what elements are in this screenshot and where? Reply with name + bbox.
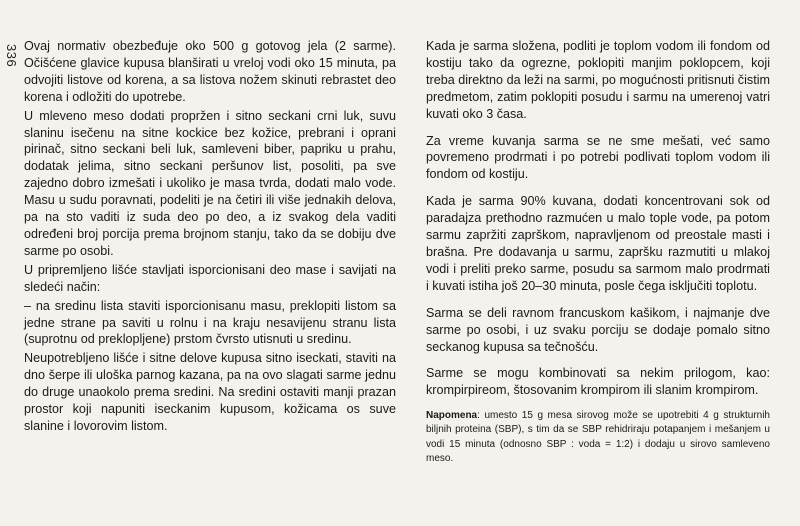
paragraph-filling: U mleveno meso dodati propržen i sitno seckani crni luk, suvu slaninu isečenu na sitne kockice bez kožice, prebrani i oprani pirinač, sitno seckani beli luk, samleveni biber, papriku u prahu, dodatak jelima, sitno seckani peršunov list, posoliti, pa sve zajedno dobro izmešati i ukoliko je masa tvrda, dodati malo vode. Masu u sudu poravnati, podeliti je na četiri ili više jednakih delova, pa na sto vaditi iz suda deo po deo, a iz svakog dela vaditi određeni broj porcija prema brojnom stanju, tako da se dobiju dve sarme po osobi. [24,108,396,258]
page-number: 336 [4,44,19,68]
note-label: Napomena [426,410,478,422]
paragraph-rolling-intro: U pripremljeno lišće stavljati isporcionisani deo mase i savijati na sledeći način: [24,262,396,294]
paragraph-no-stirring: Za vreme kuvanja sarma se ne sme mešati, već samo povremeno prodrmati i po potrebi podlivati toplom vodom ili fondom od kostiju. [426,133,770,182]
paragraph-cooking: Kada je sarma složena, podliti je toplom vodom ili fondom od kostiju tako da ogrezne, poklopiti manjim poklopcem, koji treba direktno da leži na sarmi, po mogućnosti pritisnuti čistim predmetom, zatim poklopiti posudu i sarmu na umerenoj vatri kuvati oko 3 časa. [426,39,770,121]
paragraph-arranging: Neupotrebljeno lišće i sitne delove kupusa sitno iseckati, staviti na dno šerpe ili uloška parnog kazana, pa na ovo slagati sarme jednu do druge unaokolo prema sredini. Na sredini ostaviti manji prazan prostor koji napuniti iseckanim kupusom, kožicama os suve slanine i lovorovim listom. [24,351,396,433]
left-column [24,38,396,437]
note [426,409,770,466]
paragraph-normative: Ovaj normativ obezbeđuje oko 500 g gotovog jela (2 sarme). Očišćene glavice kupusa blanširati u vreloj vodi oko 15 minuta, pa odvojiti listove od korena, a sa listova nožem skinuti rebrastet deo korena i odložiti do upotrebe. [24,39,396,104]
paragraph-side-dishes: Sarme se mogu kombinovati sa nekim prilogom, kao: krompirpireom, štosovanim krompirom ili slanim krompirom. [426,366,770,398]
paragraph-serving: Sarma se deli ravnom francuskom kašikom, i najmanje dve sarme po osobi, i uz svaku porciju se dodaje pomalo sitno seckanog kupusa sa tečnošću. [426,305,770,354]
paragraph-tomato-roux: Kada je sarma 90% kuvana, dodati koncentrovani sok od paradajza prethodno razmućen u malo tople vode, pa potom sarmu zapržiti zaprškom, napravljenom od preostale masti i brašna. Pre dodavanja u sarmu, zapršku razmutiti u mlakoj vodi i preliti preko sarme, posudu sa sarmom malo prodrmati i kuvati istiha još 20–30 minuta, posle čega isključiti toplotu. [426,194,770,293]
right-column [426,38,770,476]
paragraph-rolling-step: – na sredinu lista staviti isporcionisanu masu, preklopiti listom sa jedne strane pa saviti u rolnu i na kraju nesavijenu stranu lista (suprotnu od preklopljene) prstom čvrsto utisnuti u sredinu. [24,298,396,347]
note-text: : umesto 15 g mesa sirovog može se upotrebiti 4 g strukturnih biljnih proteina (SBP), s tim da se SBP rehidriraju potapanjem i mešanjem u vodi 15 minuta (odnosno SBP : voda = 1:2) i dodaju u sirovo samleveno meso. [426,410,770,464]
